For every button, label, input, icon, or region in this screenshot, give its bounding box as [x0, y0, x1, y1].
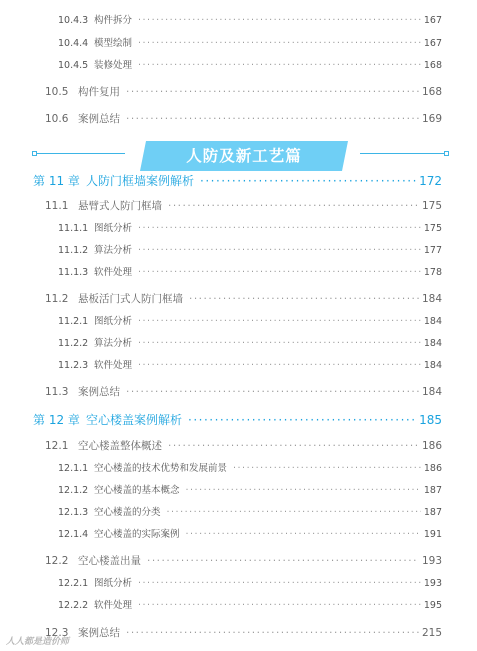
entry-number: 11.2.1 — [58, 316, 89, 327]
toc-chapter[interactable] — [33, 172, 442, 189]
entry-number: 10.4.3 — [58, 15, 89, 26]
toc-entry[interactable] — [58, 597, 442, 611]
dot-leader — [233, 463, 421, 474]
entry-number: 10.4.4 — [58, 38, 89, 49]
toc-section[interactable] — [45, 198, 442, 213]
entry-number: 12.2.1 — [58, 578, 89, 589]
dot-leader — [138, 360, 421, 371]
page-number: 215 — [421, 627, 442, 639]
page-number: 184 — [421, 293, 442, 305]
section-number: 10.6 — [45, 113, 69, 125]
entry-number: 12.1.1 — [58, 463, 89, 474]
toc-entry[interactable] — [58, 220, 442, 234]
section-number: 11.1 — [45, 200, 69, 212]
section-number: 10.5 — [45, 86, 69, 98]
entry-number: 11.2.3 — [58, 360, 89, 371]
toc-entry[interactable] — [58, 12, 442, 26]
entry-number: 12.1.3 — [58, 507, 89, 518]
dot-leader — [189, 293, 419, 305]
entry-title: 软件处理 — [94, 267, 133, 278]
dot-leader — [168, 440, 419, 452]
toc-entry[interactable] — [58, 242, 442, 256]
page-number: 193 — [423, 578, 442, 589]
page-number: 167 — [423, 15, 442, 26]
dot-leader — [168, 200, 419, 212]
page-number: 184 — [421, 386, 442, 398]
chapter-number: 第 11 章 — [33, 174, 80, 188]
page-number: 186 — [423, 463, 442, 474]
toc-section[interactable] — [45, 84, 442, 99]
dot-leader — [138, 316, 421, 327]
entry-number: 12.1.2 — [58, 485, 89, 496]
page-number: 175 — [421, 200, 442, 212]
toc-entry[interactable] — [58, 575, 442, 589]
section-title: 案例总结 — [78, 627, 120, 639]
page-number: 169 — [421, 113, 442, 125]
dot-leader — [188, 413, 416, 427]
chapter-title: 人防门框墙案例解析 — [86, 174, 195, 188]
page-number: 184 — [423, 360, 442, 371]
dot-leader — [138, 60, 421, 71]
entry-number: 11.2.2 — [58, 338, 89, 349]
entry-title: 软件处理 — [94, 600, 133, 611]
dot-leader — [126, 386, 419, 398]
page-number: 185 — [419, 413, 442, 427]
dot-leader — [138, 600, 421, 611]
entry-title: 装修处理 — [94, 60, 133, 71]
toc-entry[interactable] — [58, 35, 442, 49]
section-title: 案例总结 — [78, 113, 120, 125]
page-number: 175 — [423, 223, 442, 234]
entry-number: 11.1.1 — [58, 223, 89, 234]
page-number: 184 — [423, 338, 442, 349]
section-title: 构件复用 — [78, 86, 120, 98]
page-number: 195 — [423, 600, 442, 611]
toc-entry[interactable] — [58, 264, 442, 278]
section-number: 11.2 — [45, 293, 69, 305]
dot-leader — [138, 223, 421, 234]
toc-section[interactable] — [45, 553, 442, 568]
entry-title: 模型绘制 — [94, 38, 133, 49]
dot-leader — [200, 174, 416, 188]
dot-leader — [126, 113, 419, 125]
entry-number: 12.1.4 — [58, 529, 89, 540]
section-number: 12.3 — [45, 627, 69, 639]
part-banner — [140, 141, 348, 171]
section-number: 11.3 — [45, 386, 69, 398]
dot-leader — [186, 529, 421, 540]
page-number: 172 — [419, 174, 442, 188]
page-number: 178 — [423, 267, 442, 278]
toc-entry[interactable] — [58, 482, 442, 496]
toc-section[interactable] — [45, 384, 442, 399]
toc-chapter[interactable] — [33, 411, 442, 428]
dot-leader — [138, 38, 421, 49]
page-number: 168 — [421, 86, 442, 98]
dot-leader — [186, 485, 421, 496]
toc-entry[interactable] — [58, 357, 442, 371]
page-number: 187 — [423, 507, 442, 518]
section-number: 12.1 — [45, 440, 69, 452]
entry-number: 10.4.5 — [58, 60, 89, 71]
entry-number: 11.1.2 — [58, 245, 89, 256]
dot-leader — [138, 245, 421, 256]
toc-entry[interactable] — [58, 460, 442, 474]
section-title: 悬板活门式人防门框墙 — [78, 293, 183, 305]
section-title: 空心楼盖整体概述 — [78, 440, 162, 452]
toc-entry[interactable] — [58, 57, 442, 71]
toc-entry[interactable] — [58, 335, 442, 349]
entry-title: 空心楼盖的技术优势和发展前景 — [94, 463, 228, 474]
dot-leader — [138, 267, 421, 278]
page-number: 177 — [423, 245, 442, 256]
entry-title: 图纸分析 — [94, 578, 133, 589]
entry-title: 图纸分析 — [94, 223, 133, 234]
entry-title: 算法分析 — [94, 338, 133, 349]
chapter-title: 空心楼盖案例解析 — [86, 413, 183, 427]
page-number: 167 — [423, 38, 442, 49]
divider-dot-right — [444, 151, 449, 156]
page-number: 187 — [423, 485, 442, 496]
page-number: 193 — [421, 555, 442, 567]
entry-title: 空心楼盖的基本概念 — [94, 485, 180, 496]
toc-entry[interactable] — [58, 313, 442, 327]
part-title: 人防及新工艺篇 — [186, 147, 302, 165]
toc-entry[interactable] — [58, 526, 442, 540]
divider-line-left — [37, 153, 125, 154]
section-title: 案例总结 — [78, 386, 120, 398]
entry-title: 构件拆分 — [94, 15, 133, 26]
entry-number: 12.2.2 — [58, 600, 89, 611]
dot-leader — [126, 627, 419, 639]
section-number: 12.2 — [45, 555, 69, 567]
page-number: 186 — [421, 440, 442, 452]
entry-title: 图纸分析 — [94, 316, 133, 327]
divider-line-right — [360, 153, 444, 154]
entry-title: 算法分析 — [94, 245, 133, 256]
dot-leader — [138, 578, 421, 589]
dot-leader — [138, 15, 421, 26]
entry-title: 空心楼盖的分类 — [94, 507, 161, 518]
section-title: 悬臂式人防门框墙 — [78, 200, 162, 212]
chapter-number: 第 12 章 — [33, 413, 80, 427]
dot-leader — [167, 507, 421, 518]
toc-section[interactable] — [45, 291, 442, 306]
toc-section[interactable] — [45, 111, 442, 126]
page-number: 184 — [423, 316, 442, 327]
watermark: 人人都是造价师 — [6, 637, 70, 647]
dot-leader — [147, 555, 419, 567]
page-number: 168 — [423, 60, 442, 71]
toc-section[interactable] — [45, 625, 442, 640]
page-number: 191 — [423, 529, 442, 540]
section-title: 空心楼盖出量 — [78, 555, 141, 567]
entry-title: 软件处理 — [94, 360, 133, 371]
toc-section[interactable] — [45, 438, 442, 453]
dot-leader — [126, 86, 419, 98]
dot-leader — [138, 338, 421, 349]
toc-entry[interactable] — [58, 504, 442, 518]
entry-title: 空心楼盖的实际案例 — [94, 529, 180, 540]
entry-number: 11.1.3 — [58, 267, 89, 278]
